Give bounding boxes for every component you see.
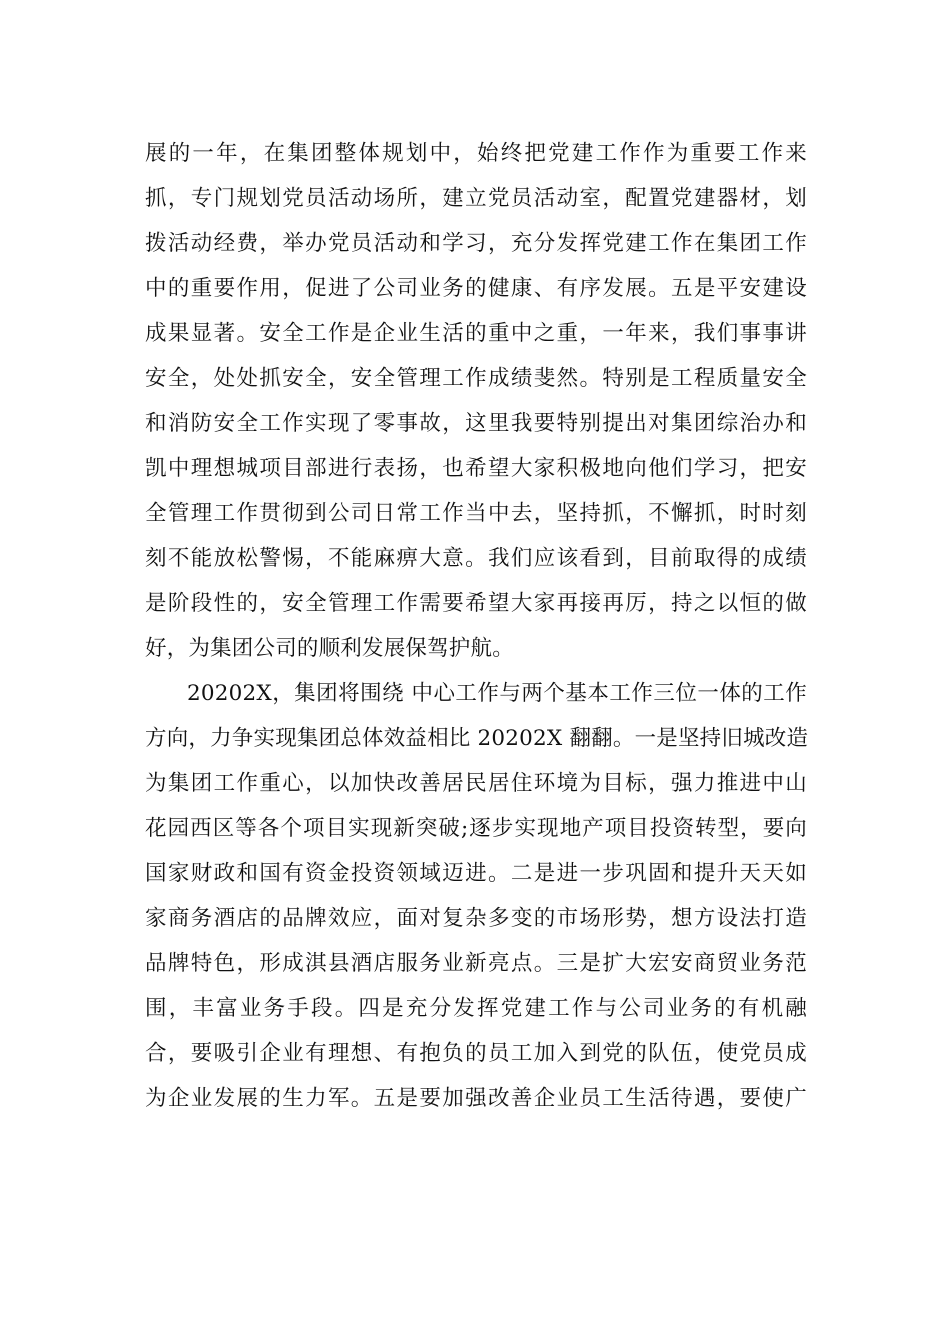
text-line: 全管理工作贯彻到公司日常工作当中去，坚持抓，不懈抓，时时刻 (145, 501, 807, 526)
text-line: 安全，处处抓安全，安全管理工作成绩斐然。特别是工程质量安全 (145, 366, 807, 391)
text-line: 方向，力争实现集团总体效益相比 20202X 翻翻。一是坚持旧城改造 (145, 726, 809, 751)
text-line: 品牌特色，形成淇县酒店服务业新亮点。三是扩大宏安商贸业务范 (145, 951, 807, 976)
text-line: 凯中理想城项目部进行表扬，也希望大家积极地向他们学习，把安 (145, 456, 807, 481)
text-line: 好，为集团公司的顺利发展保驾护航。 (145, 636, 514, 661)
text-line: 成果显著。安全工作是企业生活的重中之重，一年来，我们事事讲 (145, 321, 807, 346)
paragraph-2 (145, 671, 807, 1121)
text-line: 中的重要作用，促进了公司业务的健康、有序发展。五是平安建设 (145, 276, 807, 301)
document-body (145, 131, 807, 1121)
text-line: 围，丰富业务手段。四是充分发挥党建工作与公司业务的有机融 (145, 996, 807, 1021)
text-line: 抓，专门规划党员活动场所，建立党员活动室，配置党建器材，划 (145, 186, 807, 211)
text-line: 花园西区等各个项目实现新突破;逐步实现地产项目投资转型，要向 (145, 816, 807, 841)
text-line: 为企业发展的生力军。五是要加强改善企业员工生活待遇，要使广 (145, 1086, 807, 1111)
text-line: 为集团工作重心，以加快改善居民居住环境为目标，强力推进中山 (145, 771, 807, 796)
text-line: 20202X，集团将围绕 中心工作与两个基本工作三位一体的工作 (187, 681, 807, 706)
text-line: 是阶段性的，安全管理工作需要希望大家再接再厉，持之以恒的做 (145, 591, 807, 616)
text-line: 家商务酒店的品牌效应，面对复杂多变的市场形势，想方设法打造 (145, 906, 807, 931)
paragraph-1 (145, 131, 807, 671)
text-line: 刻不能放松警惕，不能麻痹大意。我们应该看到，目前取得的成绩 (145, 546, 807, 571)
text-line: 国家财政和国有资金投资领域迈进。二是进一步巩固和提升天天如 (145, 861, 807, 886)
text-line: 合，要吸引企业有理想、有抱负的员工加入到党的队伍，使党员成 (145, 1041, 807, 1066)
text-line: 展的一年，在集团整体规划中，始终把党建工作作为重要工作来 (145, 141, 807, 166)
text-line: 拨活动经费，举办党员活动和学习，充分发挥党建工作在集团工作 (145, 231, 807, 256)
text-line: 和消防安全工作实现了零事故，这里我要特别提出对集团综治办和 (145, 411, 807, 436)
